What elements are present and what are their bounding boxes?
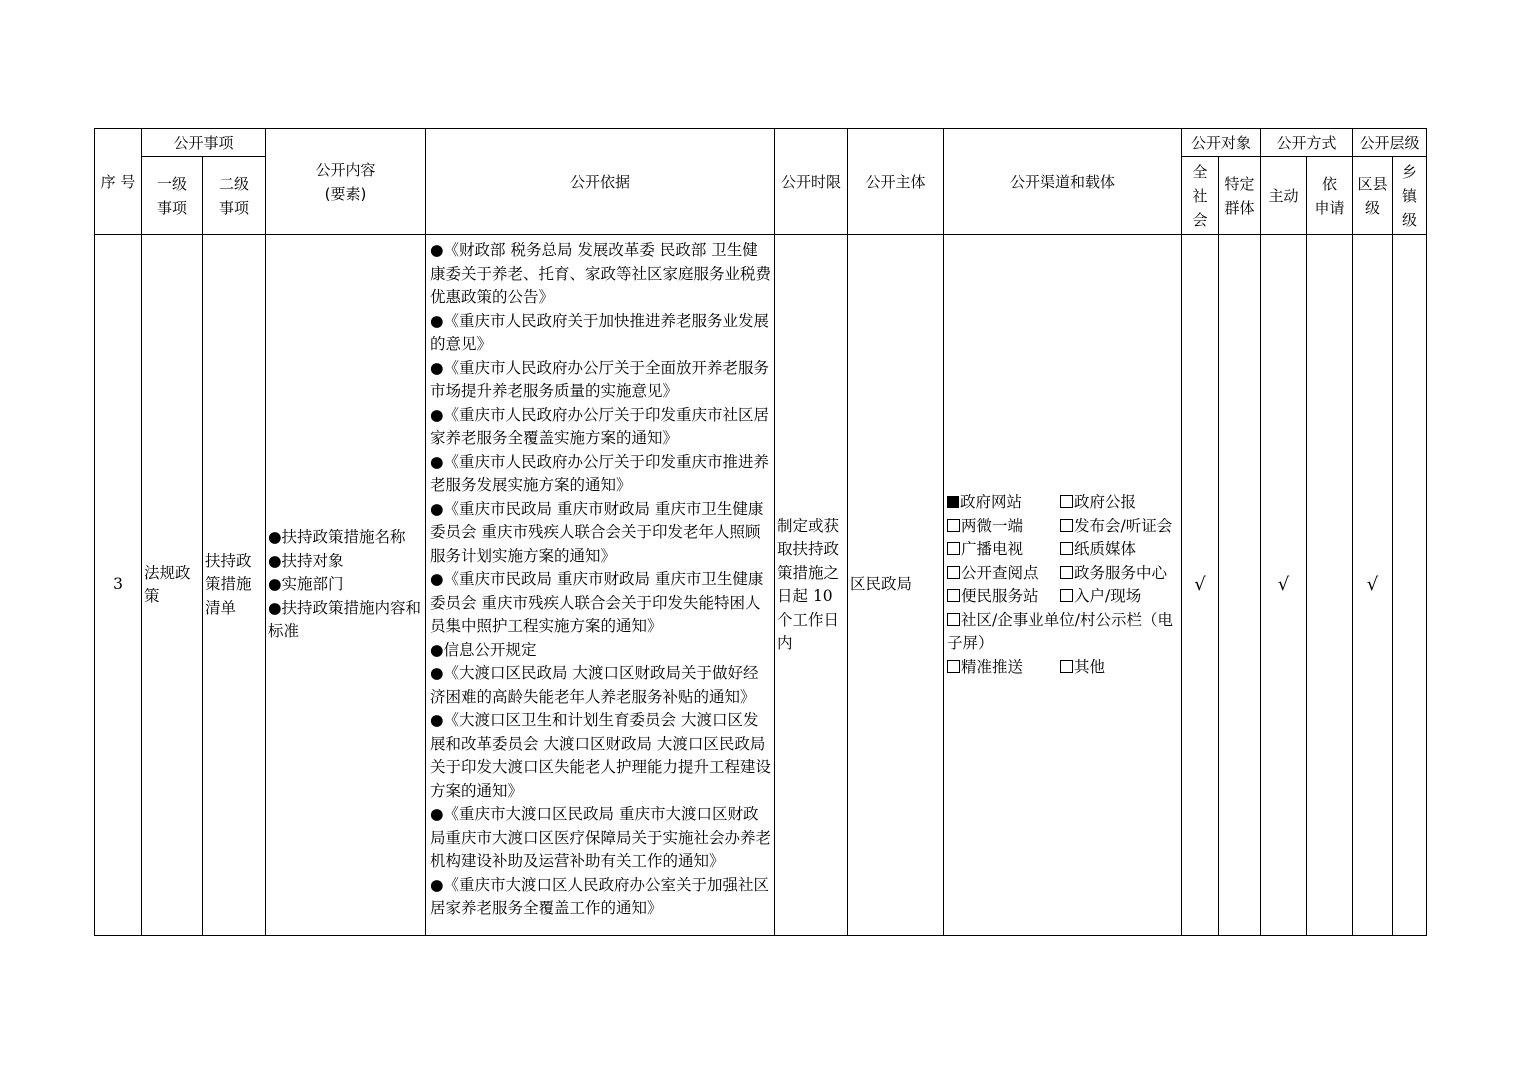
basis-item: ●信息公开规定 xyxy=(430,640,537,659)
channel-label: 政务服务中心 xyxy=(1074,563,1168,582)
content-item: ●扶持对象 xyxy=(268,551,344,570)
basis-item: ●《重庆市人民政府办公厅关于全面放开养老服务市场提升养老服务质量的实施意见》 xyxy=(430,358,770,400)
header-items-group: 公开事项 xyxy=(142,129,266,157)
unchecked-box-icon xyxy=(1060,519,1073,532)
channel-label: 广播电视 xyxy=(961,540,1024,558)
header-method-request: 依 申请 xyxy=(1307,157,1353,235)
header-audience-specific: 特定 群体 xyxy=(1219,157,1261,235)
channel-label: 发布会/听证会 xyxy=(1074,516,1173,535)
channel-label: 公开查阅点 xyxy=(961,563,1039,582)
channel-label: 政府公报 xyxy=(1074,493,1137,511)
channel-label: 便民服务站 xyxy=(961,587,1039,605)
channel-option xyxy=(1060,538,1180,562)
unchecked-box-icon xyxy=(947,660,960,673)
row-content xyxy=(266,235,426,936)
header-seq: 序 号 xyxy=(95,129,142,235)
row-level2: 扶持政 策措施 清单 xyxy=(203,235,266,936)
channel-option xyxy=(947,562,1060,586)
row-seq: 3 xyxy=(95,235,142,936)
header-audience-all: 全 社 会 xyxy=(1182,157,1219,235)
row-subject: 区民政局 xyxy=(848,235,944,936)
header-basis: 公开依据 xyxy=(426,129,775,235)
checked-box-icon xyxy=(947,496,959,508)
channel-label: 两微一端 xyxy=(961,516,1024,535)
table-row xyxy=(95,235,1427,936)
channel-option xyxy=(1060,491,1180,515)
disclosure-table xyxy=(94,128,1427,936)
channel-label: 社区/企事业单位/村公示栏（电子屏） xyxy=(947,610,1173,652)
unchecked-box-icon xyxy=(1060,660,1073,673)
header-content: 公开内容 (要素) xyxy=(266,129,426,235)
basis-item: ●《财政部 税务总局 发展改革委 民政部 卫生健康委关于养老、托育、家政等社区家庭服务业税费优惠政策的公告》 xyxy=(430,241,772,306)
content-item: ●扶持政策措施名称 xyxy=(268,528,406,547)
content-item: ●扶持政策措施内容和标准 xyxy=(268,598,422,641)
header-channels: 公开渠道和载体 xyxy=(944,129,1182,235)
channel-option xyxy=(1060,656,1180,680)
unchecked-box-icon xyxy=(1060,542,1073,555)
unchecked-box-icon xyxy=(947,542,960,555)
row-channels xyxy=(944,235,1182,936)
unchecked-box-icon xyxy=(947,519,960,532)
channel-option xyxy=(947,491,1060,515)
audience-all-check: √ xyxy=(1182,235,1219,936)
level-town-check xyxy=(1393,235,1427,936)
channel-option xyxy=(947,538,1060,562)
header-level2: 二级 事项 xyxy=(203,157,266,235)
unchecked-box-icon xyxy=(947,589,960,602)
row-time-limit: 制定或获取扶持政策措施之日起 10 个工作日内 xyxy=(775,235,848,936)
content-item: ●实施部门 xyxy=(268,575,344,594)
channel-checklist xyxy=(947,491,1181,679)
unchecked-box-icon xyxy=(947,613,960,626)
basis-item: ●《重庆市人民政府办公厅关于印发重庆市社区居家养老服务全覆盖实施方案的通知》 xyxy=(430,405,770,447)
basis-item: ●《大渡口区民政局 大渡口区财政局关于做好经济困难的高龄失能老年人养老服务补贴的通知》 xyxy=(430,664,759,706)
channel-option xyxy=(1060,515,1180,539)
channel-option xyxy=(947,585,1060,609)
header-audience-group: 公开对象 xyxy=(1182,129,1261,157)
basis-item: ●《重庆市民政局 重庆市财政局 重庆市卫生健康委员会 重庆市残疾人联合会关于印发失能特困人员集中照护工程实施方案的通知》 xyxy=(430,570,764,635)
header-level1: 一级 事项 xyxy=(142,157,203,235)
row-basis xyxy=(426,235,775,936)
unchecked-box-icon xyxy=(1060,495,1073,508)
row-level1: 法规政 策 xyxy=(142,235,203,936)
header-method-active: 主动 xyxy=(1261,157,1307,235)
basis-item: ●《重庆市大渡口区人民政府办公室关于加强社区居家养老服务全覆盖工作的通知》 xyxy=(430,875,770,917)
header-level-town: 乡 镇 级 xyxy=(1393,157,1427,235)
channel-label: 政府网站 xyxy=(960,493,1023,511)
channel-label: 其他 xyxy=(1074,657,1106,676)
basis-item: ●《重庆市民政局 重庆市财政局 重庆市卫生健康委员会 重庆市残疾人联合会关于印发老年人照顾服务计划实施方案的通知》 xyxy=(430,499,764,565)
channel-label: 入户/现场 xyxy=(1074,587,1142,605)
channel-label: 纸质媒体 xyxy=(1074,540,1137,558)
header-level-group: 公开层级 xyxy=(1353,129,1427,157)
channel-option xyxy=(947,609,1180,656)
unchecked-box-icon xyxy=(1060,566,1073,579)
method-request-check xyxy=(1307,235,1353,936)
channel-option xyxy=(947,656,1060,680)
basis-item: ●《大渡口区卫生和计划生育委员会 大渡口区发展和改革委员会 大渡口区财政局 大渡口区民政局关于印发大渡口区失能老人护理能力提升工程建设方案的通知》 xyxy=(430,711,772,800)
level-district-check: √ xyxy=(1353,235,1393,936)
channel-option xyxy=(947,515,1060,539)
unchecked-box-icon xyxy=(947,566,960,579)
header-level-district: 区县 级 xyxy=(1353,157,1393,235)
basis-item: ●《重庆市人民政府办公厅关于印发重庆市推进养老服务发展实施方案的通知》 xyxy=(430,452,770,494)
channel-option xyxy=(1060,585,1180,609)
channel-option xyxy=(1060,562,1180,586)
audience-specific-check xyxy=(1219,235,1261,936)
header-subject: 公开主体 xyxy=(848,129,944,235)
basis-item: ●《重庆市大渡口区民政局 重庆市大渡口区财政局重庆市大渡口区医疗保障局关于实施社会办养老机构建设补助及运营补助有关工作的通知》 xyxy=(430,805,772,870)
header-method-group: 公开方式 xyxy=(1261,129,1353,157)
method-active-check: √ xyxy=(1261,235,1307,936)
channel-label: 精准推送 xyxy=(961,657,1024,676)
header-time-limit: 公开时限 xyxy=(775,129,848,235)
unchecked-box-icon xyxy=(1060,589,1073,602)
basis-item: ●《重庆市人民政府关于加快推进养老服务业发展的意见》 xyxy=(430,311,770,353)
